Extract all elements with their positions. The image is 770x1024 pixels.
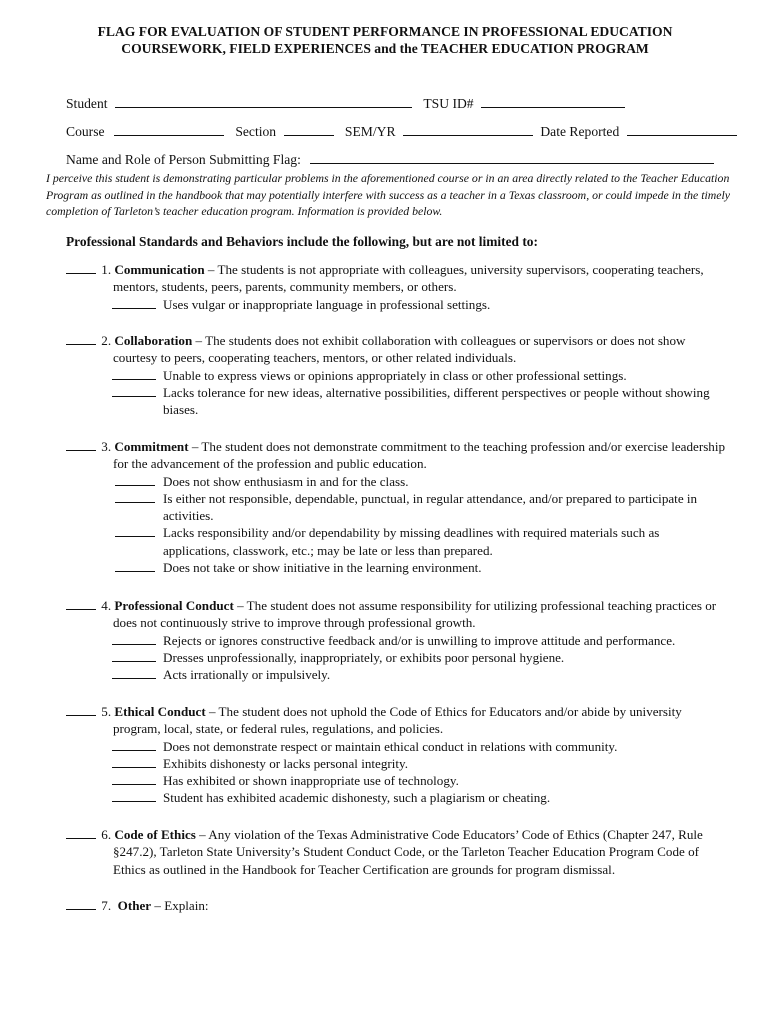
- sub-item: [66, 632, 726, 649]
- sub-item: [66, 559, 726, 576]
- item-name: Code of Ethics: [114, 827, 196, 842]
- sub-item: [66, 490, 726, 525]
- sub-item-checkbox-line[interactable]: [112, 789, 156, 802]
- sub-item-checkbox-line[interactable]: [112, 367, 156, 380]
- sem-yr-label: SEM/YR: [344, 124, 396, 139]
- sub-item: [66, 524, 726, 559]
- sub-item-text: Acts irrationally or impulsively.: [163, 667, 331, 683]
- sub-item-checkbox-line[interactable]: [112, 772, 156, 785]
- standard-item-4: [66, 597, 726, 683]
- course-field[interactable]: [114, 122, 224, 136]
- sub-item-checkbox-line[interactable]: [115, 490, 155, 503]
- standard-item-2: [66, 332, 726, 418]
- sub-item-checkbox-line[interactable]: [115, 559, 155, 572]
- item-checkbox-line[interactable]: [66, 826, 96, 839]
- item-checkbox-line[interactable]: [66, 597, 96, 610]
- item-name: Collaboration: [114, 333, 193, 348]
- item-number: 6.: [101, 827, 112, 842]
- submitter-field[interactable]: [310, 150, 714, 164]
- sub-item: [66, 473, 726, 490]
- sub-item-checkbox-line[interactable]: [112, 738, 156, 751]
- item-checkbox-line[interactable]: [66, 897, 96, 910]
- item-number: 2.: [101, 333, 112, 348]
- tsu-id-label: TSU ID#: [423, 96, 474, 111]
- sub-item: [66, 738, 726, 755]
- submitter-label: Name and Role of Person Submitting Flag:: [66, 152, 301, 167]
- sub-item-checkbox-line[interactable]: [115, 473, 155, 486]
- item-name: Other: [117, 898, 152, 913]
- student-field[interactable]: [115, 94, 412, 108]
- sub-item-text: Unable to express views or opinions appropriately in class or other professional settings.: [163, 367, 627, 383]
- section-field[interactable]: [284, 122, 334, 136]
- sub-item-checkbox-line[interactable]: [112, 296, 156, 309]
- item-name: Ethical Conduct: [114, 704, 206, 719]
- item-name: Professional Conduct: [114, 598, 234, 613]
- date-reported-field[interactable]: [627, 122, 737, 136]
- item-description: – The student does not demonstrate commitment to the teaching profession and/or exercise leadership for the advancement of the profession and public education.: [113, 439, 726, 472]
- sub-item-checkbox-line[interactable]: [112, 666, 156, 679]
- sub-item-checkbox-line[interactable]: [112, 384, 156, 397]
- submitter-row: [66, 150, 714, 168]
- sub-item: [66, 755, 726, 772]
- sub-item: [66, 789, 726, 806]
- standard-item-6: [66, 826, 726, 878]
- sub-item-text: Does not demonstrate respect or maintain ethical conduct in relations with community.: [163, 738, 618, 754]
- sub-item: [66, 649, 726, 666]
- item-number: 5.: [101, 704, 112, 719]
- sub-item-checkbox-line[interactable]: [112, 649, 156, 662]
- sub-item-text: Lacks responsibility and/or dependability by missing deadlines with required materials such as applications, classwork, etc.; may be late or less than prepared.: [163, 525, 660, 558]
- standard-item-3: [66, 438, 726, 576]
- form-title-line-1: FLAG FOR EVALUATION OF STUDENT PERFORMANCE IN PROFESSIONAL EDUCATION: [97, 24, 673, 39]
- item-number: 3.: [101, 439, 112, 454]
- item-description: – Explain:: [151, 898, 209, 913]
- item-checkbox-line[interactable]: [66, 703, 96, 716]
- sub-item-checkbox-line[interactable]: [115, 524, 155, 537]
- sub-item: [66, 772, 726, 789]
- item-checkbox-line[interactable]: [66, 438, 96, 451]
- standard-item-5: [66, 703, 726, 807]
- sub-item: [66, 384, 726, 419]
- sub-item-checkbox-line[interactable]: [112, 632, 156, 645]
- sub-item: [66, 666, 726, 683]
- item-number: 7.: [101, 898, 112, 913]
- sub-item-text: Has exhibited or shown inappropriate use of technology.: [163, 773, 459, 789]
- sub-item-text: Dresses unprofessionally, inappropriately, or exhibits poor personal hygiene.: [163, 649, 565, 665]
- sub-item-checkbox-line[interactable]: [112, 755, 156, 768]
- sem-yr-field[interactable]: [403, 122, 533, 136]
- form-title-line-2: COURSEWORK, FIELD EXPERIENCES and the TEACHER EDUCATION PROGRAM: [121, 41, 649, 56]
- intro-statement: I perceive this student is demonstrating particular problems in the aforementioned course or in an area directly related to the Teacher Education Program as outlined in the handbook that may potentially interfere with success as a teacher in a Texas classroom, or could impede in the timely completion of Tarleton’s teacher education program. Information is provided below.: [46, 171, 731, 219]
- item-description: – The student does not assume responsibility for utilizing professional teaching practices or does not continuously strive to improve through professional growth.: [113, 598, 717, 631]
- sub-item-text: Uses vulgar or inappropriate language in professional settings.: [163, 296, 491, 312]
- course-row: [66, 122, 737, 140]
- item-checkbox-line[interactable]: [66, 261, 96, 274]
- standard-item-1: [66, 261, 726, 313]
- standard-item-7: [66, 897, 726, 914]
- item-number: 4.: [101, 598, 112, 613]
- sub-item-text: Is either not responsible, dependable, punctual, in regular attendance, and/or prepared to participate in activities.: [163, 490, 698, 524]
- sub-item-text: Lacks tolerance for new ideas, alternative possibilities, different perspectives or people without showing biases.: [163, 384, 710, 418]
- course-label: Course: [66, 124, 105, 139]
- sub-item-text: Student has exhibited academic dishonesty, such a plagiarism or cheating.: [163, 790, 551, 806]
- sub-item-text: Exhibits dishonesty or lacks personal integrity.: [163, 755, 408, 771]
- item-checkbox-line[interactable]: [66, 332, 96, 345]
- item-name: Commitment: [114, 439, 189, 454]
- student-row: [66, 94, 625, 112]
- item-description: – Any violation of the Texas Administrative Code Educators’ Code of Ethics (Chapter 247, Rule §247.2), Tarleton State University’s Student Conduct Code, or the Tarleton Teacher Education Program Code of Ethics as outlined in the Handbook for Teacher Certification are grounds for program dismissal.: [113, 827, 703, 877]
- sub-item-text: Does not show enthusiasm in and for the class.: [163, 473, 409, 489]
- item-name: Communication: [114, 262, 205, 277]
- tsu-id-field[interactable]: [481, 94, 625, 108]
- date-reported-label: Date Reported: [540, 124, 620, 139]
- sub-item: [66, 296, 726, 313]
- sub-item-text: Rejects or ignores constructive feedback and/or is unwilling to improve attitude and performance.: [163, 632, 676, 648]
- item-description: – The student does not uphold the Code of Ethics for Educators and/or abide by university program, local, state, or federal rules, regulations, and policies.: [113, 704, 682, 737]
- sub-item-text: Does not take or show initiative in the learning environment.: [163, 560, 482, 576]
- section-label: Section: [235, 124, 277, 139]
- item-number: 1.: [101, 262, 112, 277]
- sub-item: [66, 367, 726, 384]
- student-label: Student: [66, 96, 108, 111]
- standards-heading: Professional Standards and Behaviors include the following, but are not limited to:: [66, 234, 538, 249]
- item-description: – The students does not exhibit collaboration with colleagues or supervisors or does not show courtesy to peers, cooperating teachers, mentors, or other related individuals.: [113, 333, 686, 366]
- item-description: – The students is not appropriate with colleagues, university supervisors, cooperating teachers, mentors, students, peers, parents, community members, or others.: [113, 262, 704, 295]
